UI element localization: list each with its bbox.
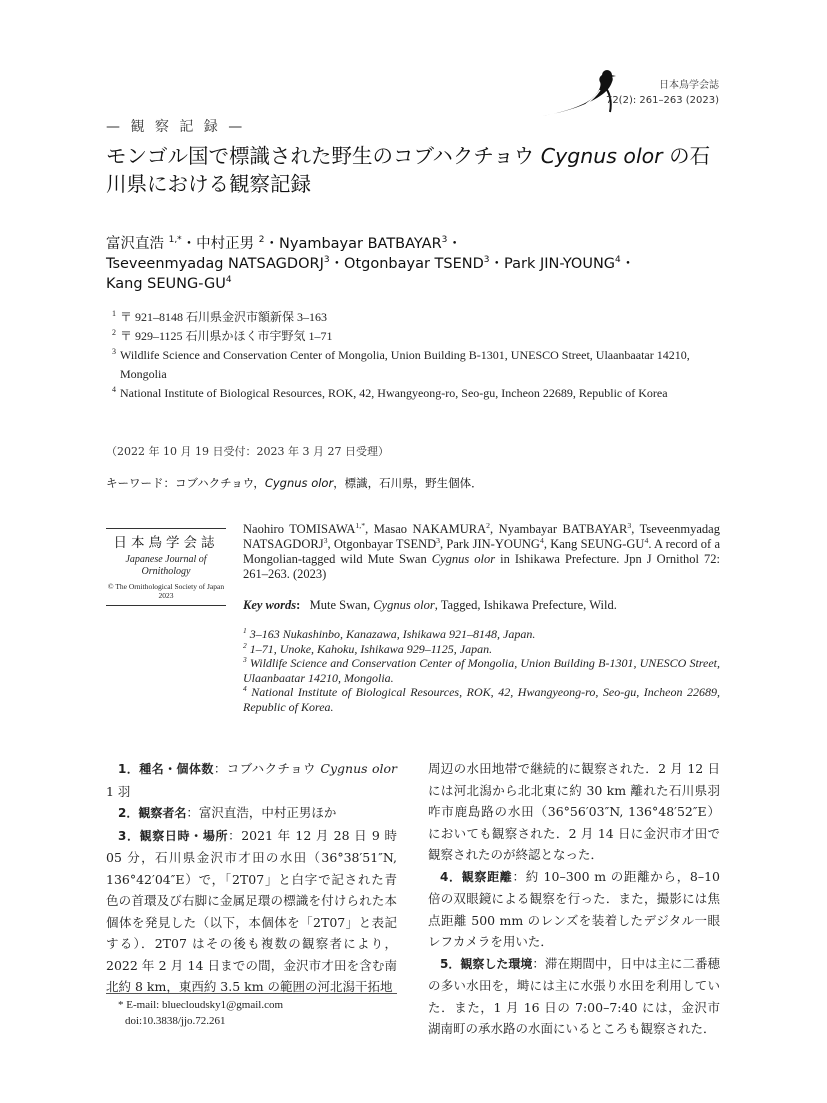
affiliation-text: 〒 921–8148 石川県金沢市額新保 3–163: [120, 310, 328, 324]
author-sup: 4: [225, 275, 232, 286]
section-label: — 観 察 記 録 —: [106, 119, 246, 135]
affiliation-number: 3: [112, 347, 116, 356]
body-item-3-continued: [428, 758, 720, 866]
footnote: [118, 997, 283, 1029]
affiliation-en-number: 2: [243, 640, 247, 650]
citation-text: , Tseveenmyadag NATSAGDORJ: [243, 522, 720, 551]
affiliation-text: Wildlife Science and Conservation Center of Mongolia, Union Building B-1301, UNESCO Street, Ulaanbaatar 14210, Mongolia: [120, 348, 690, 381]
citation-text: , Kang SEUNG-GU: [543, 537, 645, 551]
author-list: [106, 234, 716, 294]
affiliation-en-number: 3: [243, 655, 247, 665]
journal-info: [606, 78, 719, 108]
english-citation: [243, 522, 720, 582]
affiliation-en-text: Wildlife Science and Conservation Center of Mongolia, Union Building B-1301, UNESCO Street, Ulaanbaatar 14210, Mongolia.: [243, 656, 721, 685]
affiliations-en: [243, 627, 720, 715]
author-sup: 3: [483, 255, 490, 266]
citation-sup: 4: [539, 535, 544, 545]
item-text: ：約 10–300 m の距離から，8–10 倍の双眼鏡による観察を行った．また，撮影には焦点距離 500 mm のレンズを装着したデジタル一眼レフカメラを用いた．: [428, 868, 720, 949]
citation-sup: 3: [436, 535, 441, 545]
article-title: [106, 142, 726, 198]
affiliation-item: [112, 346, 722, 384]
affiliation-number: 4: [112, 385, 116, 394]
affiliation-text: National Institute of Biological Resources, ROK, 42, Hwangyeong-ro, Seo-gu, Incheon 22689, Republic of Korea: [120, 386, 668, 400]
received-date: （2022 年 10 月 19 日受付：2023 年 3 月 27 日受理）: [106, 445, 389, 458]
footnote-email: * E-mail: bluecloudsky1@gmail.com: [118, 999, 284, 1011]
body-item-1: [106, 758, 397, 802]
affiliation-en-item: [243, 656, 720, 685]
affiliation-en-number: 1: [243, 626, 247, 635]
item-heading: 1．種名・個体数: [118, 762, 214, 776]
author-name: ・Otgonbayar TSEND: [329, 256, 484, 272]
journal-box-title: 日本鳥学会誌: [113, 535, 219, 551]
keywords-en-text: , Tagged, Ishikawa Prefecture, Wild.: [434, 598, 617, 612]
body-item-3: [106, 825, 397, 998]
citation-text: , Otgonbayar TSEND: [327, 537, 437, 551]
author-name: ・Nyambayar BATBAYAR: [264, 236, 442, 252]
affiliation-en-text: National Institute of Biological Resources, ROK, 42, Hwangyeong-ro, Seo-gu, Incheon 22689, Republic of Korea.: [243, 685, 721, 714]
citation-sup: 4: [644, 535, 649, 545]
citation-sup: 1,*: [355, 520, 366, 530]
item-text: 周辺の水田地帯で継続的に観察された．2 月 12 日には河北潟から北北東に約 30 km 離れた石川県羽咋市鹿島路の水田（36°56′03″N, 136°48′52″E）においても観察された．2 月 14 日に金沢市才田で観察されたのが終認となった．: [428, 761, 720, 862]
author-name: ・Park JIN-YOUNG: [489, 256, 616, 272]
item-heading: 5．観察した環境: [440, 956, 533, 971]
keywords-en-species: Cygnus olor: [373, 598, 435, 612]
citation-species: Cygnus olor: [431, 552, 496, 566]
journal-box-copyright: © The Ornithological Society of Japan 2023: [107, 582, 225, 600]
author-sup: 1,*: [168, 235, 182, 246]
keywords-rest: ，標識，石川県，野生個体．: [333, 476, 483, 490]
affiliations-jp: [112, 308, 722, 403]
citation-text: , Park JIN-YOUNG: [440, 537, 540, 551]
item-text: ：滞在期間中，日中は主に二番穂の多い水田を，塒には主に水張り水田を利用していた．また，1 月 16 日の 7:00–7:40 には，金沢市湖南町の承水路の水面にいるところも観察された．: [428, 955, 720, 1036]
keywords-species: Cygnus olor: [264, 476, 334, 490]
footnote-doi: doi:10.3838/jjo.72.261: [125, 1015, 226, 1027]
keywords-jp: [106, 475, 483, 491]
item-text: ：富沢直浩，中村正男ほか: [186, 805, 337, 820]
journal-citation: 72(2): 261–263 (2023): [605, 95, 719, 106]
author-sep: ・: [620, 256, 636, 272]
affiliation-number: 1: [112, 309, 116, 318]
citation-text: , Nyambayar BATBAYAR: [490, 522, 628, 536]
affiliation-en-text: 3–163 Nukashinbo, Kanazawa, Ishikawa 921–8148, Japan.: [249, 627, 536, 641]
affiliation-number: 2: [112, 328, 116, 337]
item-species: Cygnus olor: [320, 761, 397, 776]
author-name: 富沢直浩: [106, 236, 169, 252]
item-text: ：コブハクチョウ: [213, 761, 321, 776]
author-name: Kang SEUNG-GU: [106, 276, 226, 292]
citation-text: in Ishikawa Prefecture. Jpn J Ornithol 72: 261–263. (2023): [243, 552, 720, 581]
affiliation-item: [112, 308, 722, 327]
body-item-4: [428, 866, 720, 953]
affiliation-item: [112, 384, 722, 403]
affiliation-en-item: [243, 627, 720, 642]
keywords-en-colon: :: [296, 598, 301, 612]
affiliation-en-text: 1–71, Unoke, Kahoku, Ishikawa 929–1125, Japan.: [249, 641, 493, 656]
citation-text: . A record of a Mongolian-tagged wild Mute Swan: [243, 537, 721, 566]
item-heading: 3．観察日時・場所: [118, 828, 229, 843]
english-keywords: [243, 598, 720, 613]
author-name: ・中村正男: [181, 236, 259, 252]
title-part: モンゴル国で標識された野生のコブハクチョウ: [106, 144, 541, 168]
affiliation-item: [112, 327, 722, 346]
affiliation-en-number: 4: [243, 684, 247, 694]
item-text: 1 羽: [106, 783, 131, 799]
citation-sup: 3: [627, 520, 632, 530]
author-sep: ・: [447, 236, 462, 252]
keywords-en-label: Key words: [243, 598, 297, 612]
citation-sup: 3: [323, 535, 328, 545]
citation-sup: 2: [486, 520, 491, 530]
body-item-2: [106, 802, 397, 825]
journal-box-subtitle: Japanese Journal of Ornithology: [125, 554, 207, 577]
body-right-column: [428, 758, 720, 1040]
item-text: ：2021 年 12 月 28 日 9 時 05 分，石川県金沢市才田の水田（36°38′51″N, 136°42′04″E）で，「2T07」と白字で記された青色の首環及び右脚に金属足環の標識を付けられた本個体を発見した（以下，本個体を「2T07」と表記する）．2T07 はその後も複数の観察者により，2022 年 2 月 14 日までの間，金沢市才田を含む南北約 8 km，東西約 3.5 km の範囲の河北潟干拓地: [106, 827, 397, 994]
author-sup: 3: [323, 255, 330, 266]
author-sup: 2: [258, 235, 265, 246]
item-heading: 2．観察者名: [118, 806, 187, 820]
affiliation-en-item: [243, 642, 720, 657]
author-name: Tseveenmyadag NATSAGDORJ: [106, 256, 324, 272]
footnote-rule: [106, 993, 397, 994]
body-item-5: [428, 953, 720, 1040]
item-heading: 4．観察距離: [440, 869, 513, 884]
citation-text: Naohiro TOMISAWA: [243, 522, 356, 536]
journal-name: 日本鳥学会誌: [659, 80, 719, 91]
keywords-en-text: Mute Swan,: [309, 598, 374, 612]
citation-text: , Masao NAKAMURA: [365, 522, 487, 536]
affiliation-en-item: [243, 685, 720, 714]
author-sup: 4: [615, 255, 621, 266]
title-species: Cygnus olor: [540, 144, 663, 168]
body-left-column: [106, 758, 397, 998]
keywords-label: キーワード：コブハクチョウ，: [106, 476, 265, 490]
affiliation-text: 〒 929–1125 石川県かほく市宇野気 1–71: [120, 329, 333, 343]
title-part: の石川県における観察記録: [106, 144, 711, 196]
journal-box: [106, 528, 226, 606]
author-sup: 3: [441, 235, 448, 246]
